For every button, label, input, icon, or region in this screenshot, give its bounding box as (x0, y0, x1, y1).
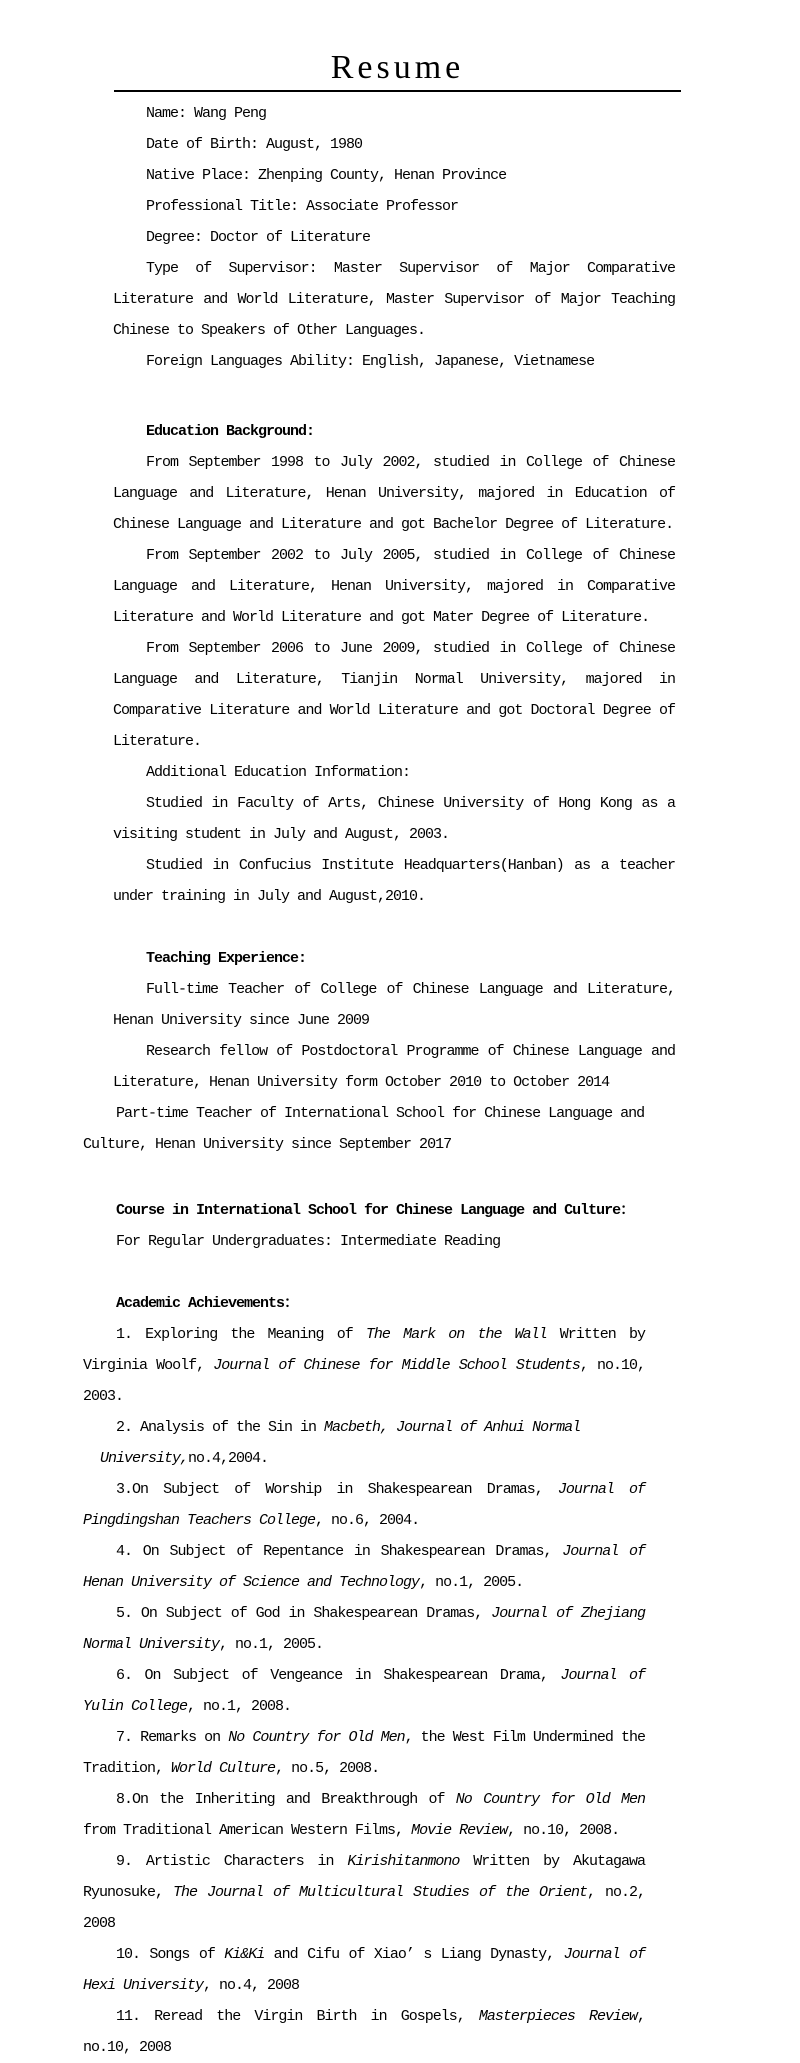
paragraph (83, 1846, 645, 1939)
paragraph (83, 1722, 645, 1784)
paragraph (83, 1319, 645, 1412)
paragraph (113, 222, 675, 253)
paragraph (113, 253, 675, 346)
text-run: From September 2002 to July 2005, studied in College of Chinese Language and Literature, Henan University, majored in Comparative Literature and World Literature and got Mater Degree of Literature. (113, 547, 675, 626)
italic-text-run: World Culture (171, 1760, 276, 1777)
italic-text-run: Journal of Henan University of Science and Technology (83, 1543, 646, 1591)
title-block (114, 46, 681, 92)
text-run: no.4,2004. (188, 1450, 269, 1467)
paragraph (113, 160, 675, 191)
italic-text-run: No Country for Old Men (455, 1791, 645, 1808)
text-run: , no.10, 2008 (83, 2008, 645, 2056)
italic-text-run: University, (100, 1450, 189, 1467)
paragraph (83, 1598, 645, 1660)
text-run: Full-time Teacher of College of Chinese Language and Literature, Henan University since June 2009 (113, 981, 675, 1029)
italic-text-run: Kirishitanmono (347, 1853, 460, 1870)
text-run: 5. On Subject of God in Shakespearean Dramas, (116, 1605, 492, 1622)
paragraph (113, 191, 675, 222)
italic-text-run: The Journal of Multicultural Studies of the Orient (173, 1884, 587, 1901)
paragraph (83, 1226, 645, 1257)
text-run: Course in International School for Chinese Language and Culture： (116, 1202, 635, 1219)
text-run: Written by Virginia Woolf, (83, 1326, 645, 1374)
paragraph (83, 1939, 645, 2001)
text-run: , no.1, 2005. (219, 1636, 324, 1653)
paragraph (83, 1536, 645, 1598)
italic-text-run: No Country for Old Men (228, 1729, 405, 1746)
section-heading (113, 416, 675, 447)
text-run: 11. Reread the Virgin Birth in Gospels, (116, 2008, 479, 2025)
text-line (83, 1098, 645, 1129)
text-run: , no.6, 2004. (315, 1512, 420, 1529)
text-run: Academic Achievements： (116, 1295, 299, 1312)
text-run: 2. Analysis of the Sin in (116, 1419, 325, 1436)
section-heading (83, 1195, 645, 1226)
paragraph (113, 788, 675, 850)
text-run: 10. Songs of (116, 1946, 225, 1963)
text-run: Studied in Confucius Institute Headquarters(Hanban) as a teacher under training in July and August,2010. (113, 857, 675, 905)
text-run: Degree: Doctor of Literature (146, 229, 371, 246)
page-title: Resume (330, 49, 465, 86)
text-run: 6. On Subject of Vengeance in Shakespearean Drama, (116, 1667, 561, 1684)
text-run: From September 2006 to June 2009, studied in College of Chinese Language and Literature, Tianjin Normal University, majored in Comparative Literature and World Literature and got Doctoral Degree of Literature. (113, 640, 675, 750)
text-line (83, 1443, 645, 1474)
text-run: from Traditional American Western Films, (83, 1822, 412, 1839)
text-run: Studied in Faculty of Arts, Chinese University of Hong Kong as a visiting student in July and August, 2003. (113, 795, 675, 843)
text-run: For Regular Undergraduates: Intermediate Reading (116, 1233, 501, 1250)
text-run: 9. Artistic Characters in (116, 1853, 348, 1870)
paragraph (83, 1474, 645, 1536)
italic-text-run: Movie Review (411, 1822, 508, 1839)
paragraph (113, 447, 675, 540)
paragraph (113, 850, 675, 912)
italic-text-run: Journal of Hexi University (83, 1946, 645, 1994)
text-run: 7. Remarks on (116, 1729, 229, 1746)
text-run: , no.2, 2008 (83, 1884, 645, 1932)
text-run: Education Background: (146, 423, 315, 440)
text-run: Foreign Languages Ability: English, Japanese, Vietnamese (146, 353, 595, 370)
paragraph (113, 757, 675, 788)
paragraph (83, 1784, 645, 1846)
italic-text-run: Journal of Pingdingshan Teachers College (83, 1481, 646, 1529)
text-run: , no.10, 2008. (507, 1822, 620, 1839)
paragraph (113, 633, 675, 757)
paragraph (113, 129, 675, 160)
italic-text-run: The Mark on the Wall (365, 1326, 547, 1343)
text-run: , no.10, 2003. (83, 1357, 645, 1405)
paragraph (113, 98, 675, 129)
italic-text-run: Masterpieces Review (478, 2008, 637, 2025)
text-run: Name: Wang Peng (146, 105, 267, 122)
paragraph (113, 540, 675, 633)
text-line (83, 1412, 645, 1443)
text-run: , no.5, 2008. (275, 1760, 380, 1777)
italic-text-run: Macbeth, Journal of Anhui Normal (324, 1419, 581, 1436)
text-run: Culture, Henan University since September 2017 (83, 1136, 452, 1153)
text-run: , no.4, 2008 (203, 1977, 300, 1994)
text-run: 1. Exploring the Meaning of (116, 1326, 366, 1343)
text-run: Date of Birth: August, 1980 (146, 136, 363, 153)
text-run: Professional Title: Associate Professor (146, 198, 459, 215)
paragraph (83, 1660, 645, 1722)
text-run: Part-time Teacher of International School for Chinese Language and (116, 1105, 645, 1122)
text-run: Native Place: Zhenping County, Henan Province (146, 167, 507, 184)
text-run: Research fellow of Postdoctoral Programme of Chinese Language and Literature, Henan University form October 2010 to October 2014 (113, 1043, 675, 1091)
text-run: , the West Film Undermined the Tradition, (83, 1729, 645, 1777)
section-heading (113, 943, 675, 974)
section-heading (83, 1288, 645, 1319)
paragraph (83, 1412, 645, 1474)
paragraph (83, 1098, 645, 1160)
text-line (83, 1129, 645, 1160)
text-run: Written by Akutagawa Ryunosuke, (83, 1853, 645, 1901)
italic-text-run: Journal of Zhejiang Normal University (83, 1605, 645, 1653)
text-run: Teaching Experience: (146, 950, 307, 967)
italic-text-run: Ki&Ki (224, 1946, 265, 1963)
paragraph (113, 1036, 675, 1098)
italic-text-run: Journal of Chinese for Middle School Students (213, 1357, 580, 1374)
text-run: Additional Education Information: (146, 764, 411, 781)
text-run: 8.On the Inheriting and Breakthrough of (116, 1791, 456, 1808)
text-run: 4. On Subject of Repentance in Shakespearean Dramas, (116, 1543, 563, 1560)
paragraph (113, 974, 675, 1036)
text-run: Type of Supervisor: Master Supervisor of Major Comparative Literature and World Literature, Master Supervisor of Major Teaching Chinese to Speakers of Other Languages. (113, 260, 675, 339)
document-body (0, 98, 800, 2063)
resume-page (0, 46, 800, 2056)
italic-text-run: Journal of Yulin College (83, 1667, 645, 1715)
paragraph (113, 346, 675, 377)
text-run: 3.On Subject of Worship in Shakespearean Dramas, (116, 1481, 558, 1498)
paragraph (83, 2001, 645, 2063)
text-run: , no.1, 2005. (419, 1574, 524, 1591)
text-run: From September 1998 to July 2002, studied in College of Chinese Language and Literature, Henan University, majored in Education of Chinese Language and Literature and got Bachelor Degree of Literature. (113, 454, 675, 533)
text-run: , no.1, 2008. (187, 1698, 292, 1715)
text-run: and Cifu of Xiao’ s Liang Dynasty, (264, 1946, 564, 1963)
